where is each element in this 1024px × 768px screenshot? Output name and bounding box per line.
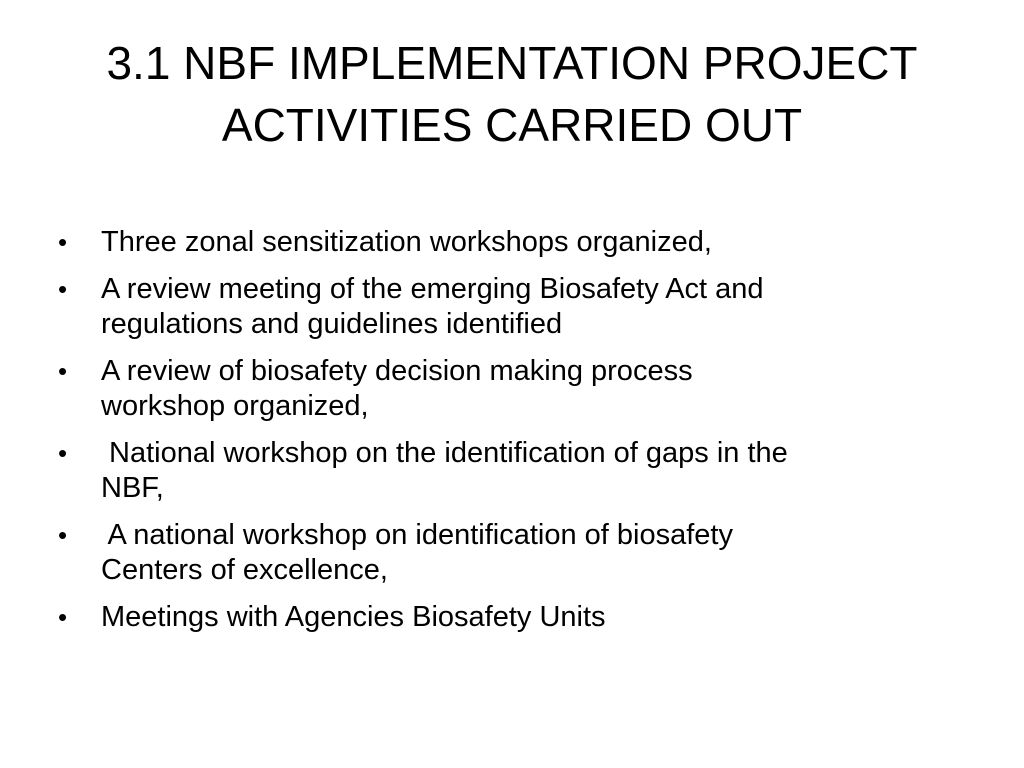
bullet-text-line: A review meeting of the emerging Biosafety Act and: [101, 273, 764, 305]
bullet-text-line: Meetings with Agencies Biosafety Units: [101, 601, 606, 633]
bullet-icon: •: [58, 438, 68, 468]
bullet-icon: •: [58, 227, 68, 257]
bullet-item-5: [56, 518, 976, 588]
bullet-text-line: A national workshop on identification of biosafety: [101, 519, 733, 551]
slide-title: [60, 32, 964, 156]
bullet-item-6: [56, 600, 976, 635]
bullet-item-3: [56, 354, 976, 424]
bullet-text-line: regulations and guidelines identified: [101, 308, 563, 340]
bullet-item-2: [56, 272, 976, 342]
bullet-item-1: [56, 225, 976, 260]
bullet-item-4: [56, 436, 976, 506]
bullet-list: [56, 225, 976, 647]
slide-title-line-2: ACTIVITIES CARRIED OUT: [221, 99, 803, 151]
bullet-text-line: A review of biosafety decision making process: [101, 355, 693, 387]
bullet-text-line: workshop organized,: [101, 390, 369, 422]
bullet-icon: •: [58, 602, 68, 632]
bullet-text-line: NBF,: [101, 472, 164, 504]
bullet-text-line: Three zonal sensitization workshops organized,: [101, 226, 712, 258]
slide-title-line-1: 3.1 NBF IMPLEMENTATION PROJECT: [106, 37, 918, 89]
bullet-text-line: National workshop on the identification of gaps in the: [101, 437, 788, 469]
bullet-text-line: Centers of excellence,: [101, 554, 388, 586]
bullet-icon: •: [58, 356, 68, 386]
bullet-icon: •: [58, 274, 68, 304]
bullet-icon: •: [58, 520, 68, 550]
